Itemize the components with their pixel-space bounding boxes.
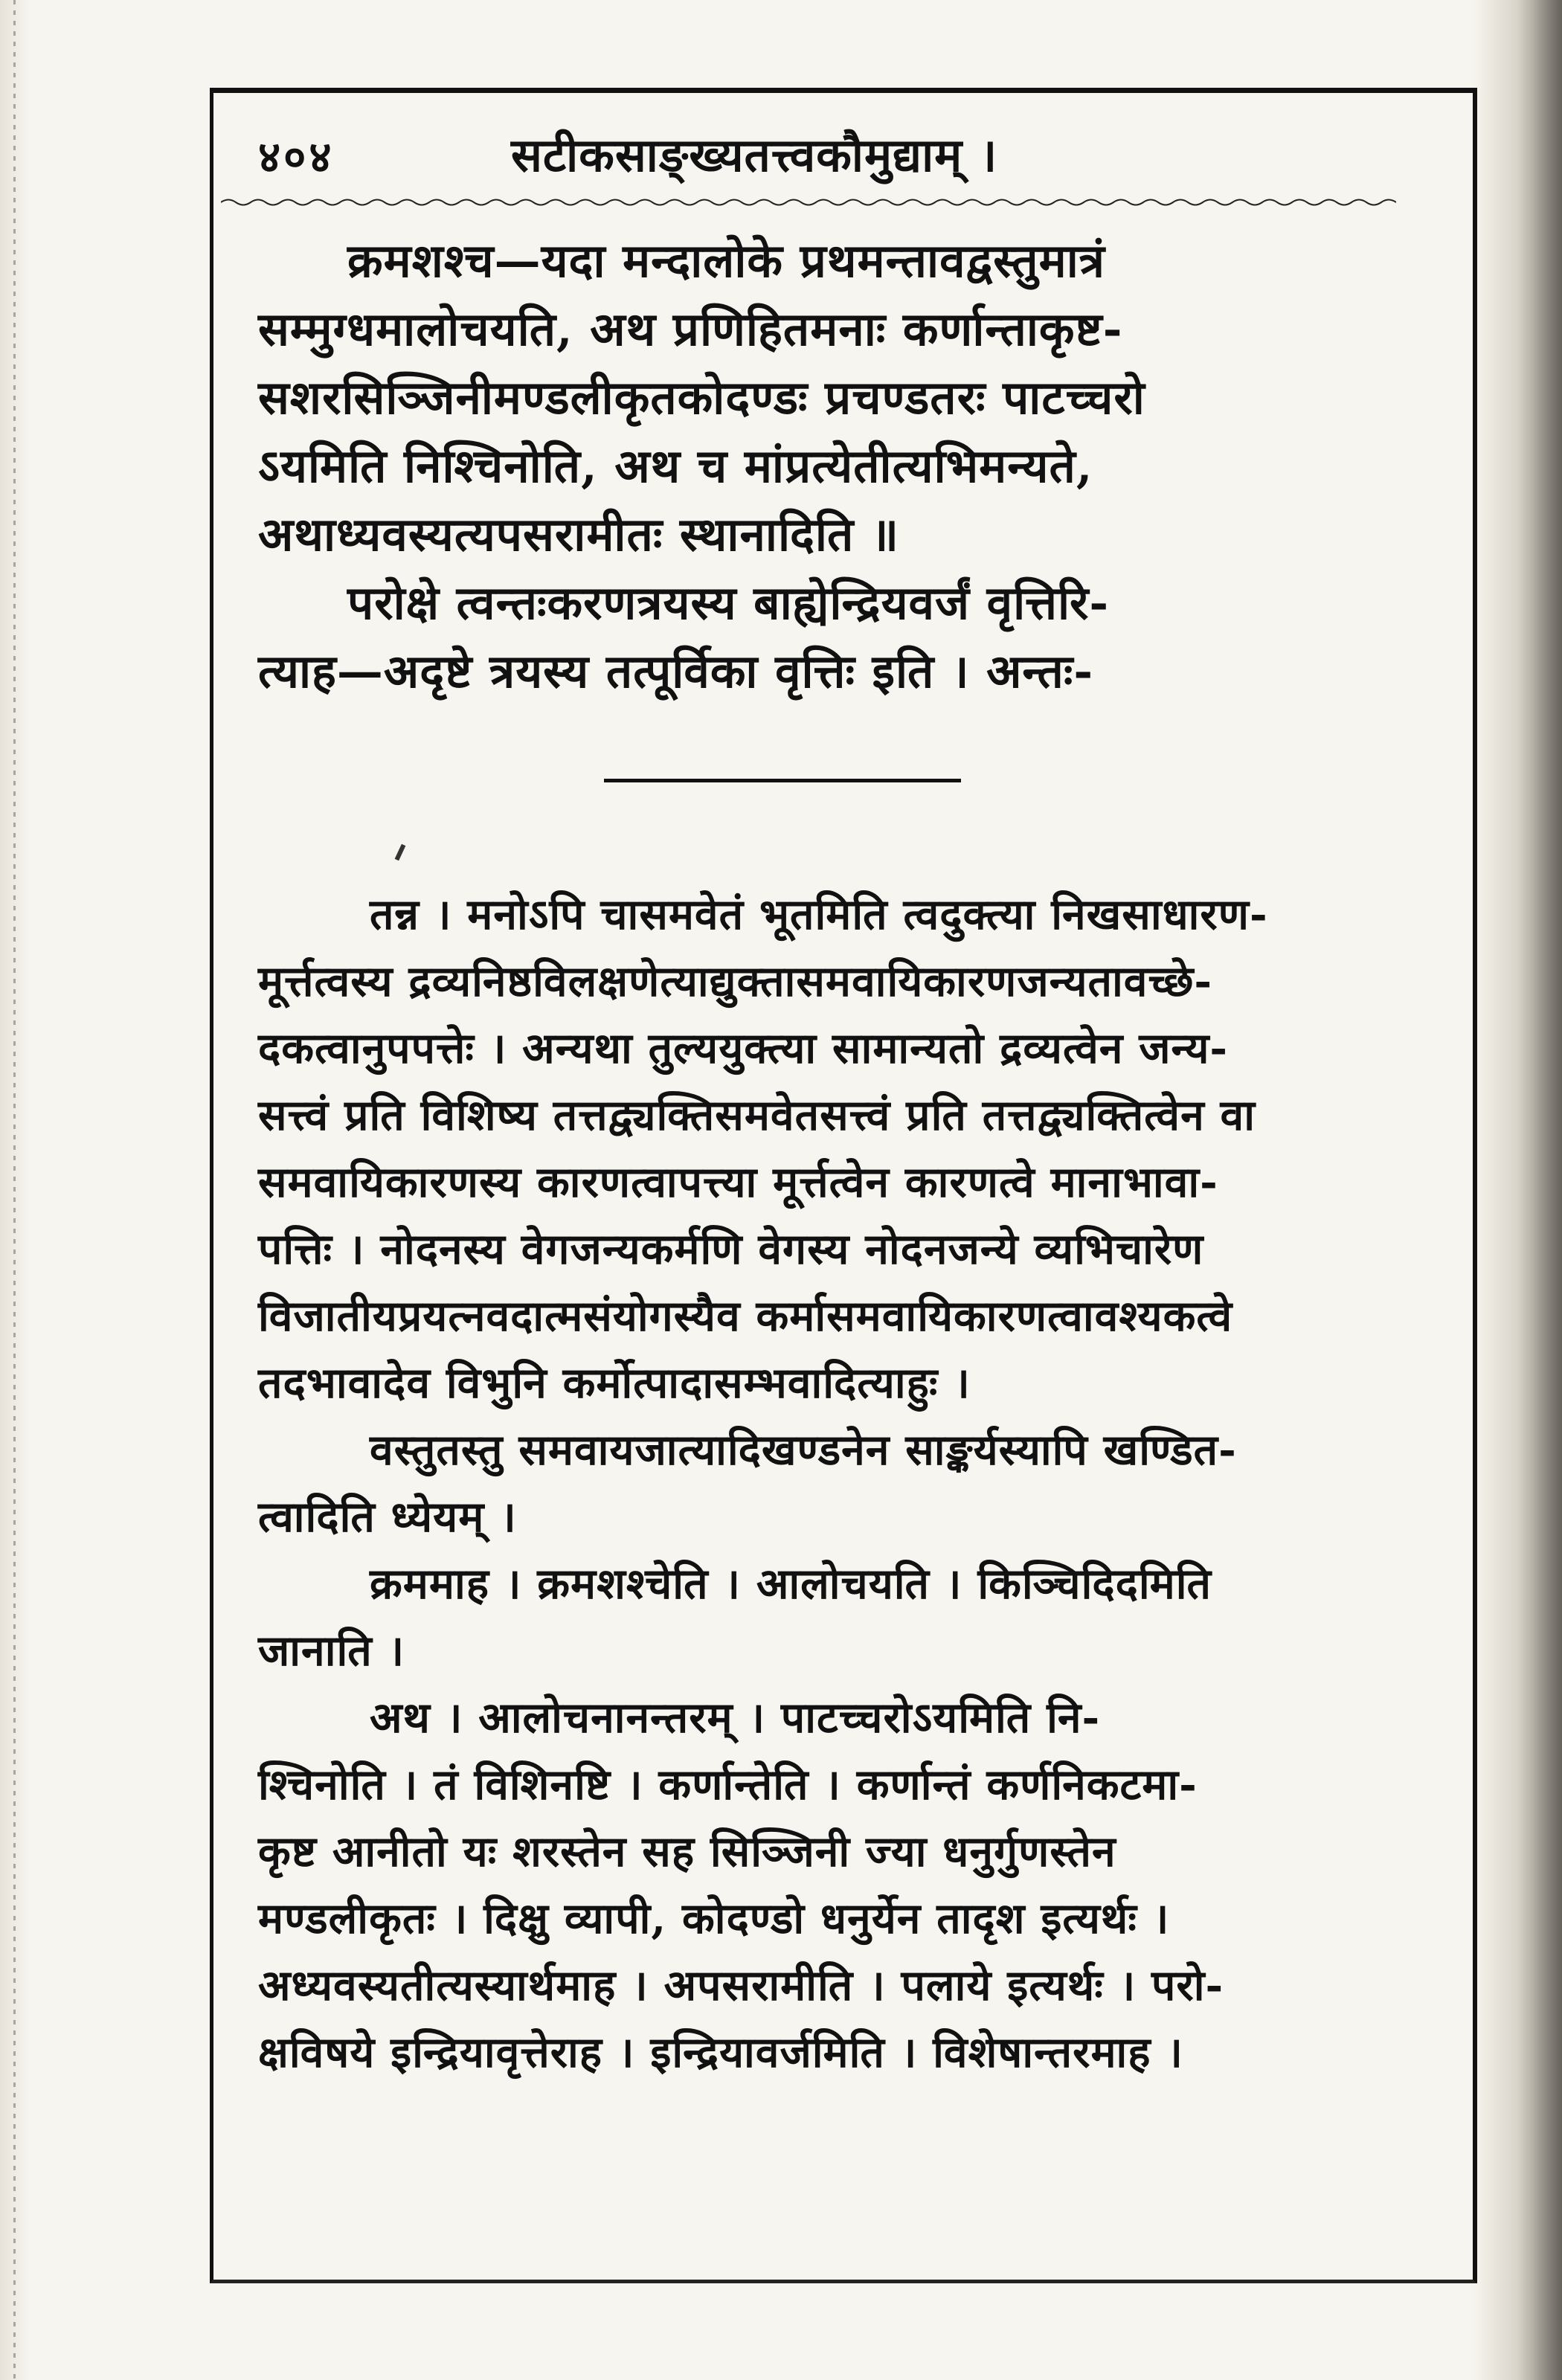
commentary-line: क्षविषये इन्द्रियावृत्तेराह । इन्द्रियावर्जमिति । विशेषान्तरमाह । [258,2027,1184,2077]
commentary-line: वस्तुतस्तु समवायजात्यादिखण्डनेन साङ्कर्यस्यापि खण्डित- [370,1425,1237,1475]
main-line: अथाध्यवस्यत्यपसरामीतः स्थानादिति ॥ [258,507,900,562]
main-line: क्रमशश्च—यदा मन्दालोके प्रथमन्तावद्वस्तुमात्रं [347,234,1106,288]
main-line: सम्मुग्धमालोचयति, अथ प्रणिहितमनाः कर्णान्ताकृष्ट- [258,302,1123,356]
page-number: ४०४ [258,132,335,182]
commentary-line: अथ । आलोचनानन्तरम् । पाटच्चरोऽयमिति नि- [370,1693,1101,1743]
commentary-line: सत्त्वं प्रति विशिष्य तत्तद्व्यक्तिसमवेतसत्त्वं प्रति तत्तद्व्यक्तित्वेन वा [258,1090,1256,1140]
commentary-line: दकत्वानुपपत्तेः । अन्यथा तुल्ययुक्त्या सामान्यतो द्रव्यत्वेन जन्य- [258,1023,1229,1073]
commentary-line: पत्तिः । नोदनस्य वेगजन्यकर्मणि वेगस्य नोदनजन्ये व्यभिचारेण [258,1224,1204,1274]
commentary-block [258,881,1433,2086]
main-line: परोक्षे त्वन्तःकरणत्रयस्य बाह्येन्द्रियवर्जं वृत्तिरि- [347,576,1110,630]
commentary-line: मूर्त्तत्वस्य द्रव्यनिष्ठविलक्षणेत्याद्युक्तासमवायिकारणजन्यतावच्छे- [258,956,1213,1006]
binding-edge [13,0,16,2380]
commentary-line: विजातीयप्रयत्नवदात्मसंयोगस्यैव कर्मासमवायिकारणत्वावश्यकत्वे [258,1291,1233,1341]
commentary-line: त्वादिति ध्येयम् । [258,1492,517,1542]
stray-mark [395,844,406,861]
page-header [251,109,1426,191]
commentary-line: तन्न । मनोऽपि चासमवेतं भूतमिति त्वदुक्त्या निखसाधारण- [370,890,1268,939]
running-title: सटीकसाङ्ख्यतत्त्वकौमुद्याम् । [511,128,998,182]
commentary-line: क्रममाह । क्रमशश्चेति । आलोचयति । किञ्चिदिदमिति [370,1559,1212,1609]
main-line: सशरसिञ्जिनीमण्डलीकृतकोदण्डः प्रचण्डतरः पाटच्चरो [258,370,1145,425]
commentary-line: श्चिनोति । तं विशिनष्टि । कर्णान्तेति । कर्णान्तं कर्णनिकटमा- [258,1760,1198,1810]
section-divider [604,779,961,782]
commentary-line: तदभावादेव विभुनि कर्मोत्पादासम्भवादित्याहुः । [258,1358,971,1408]
commentary-line: जानाति । [258,1626,405,1676]
page-shadow [1517,0,1562,2380]
commentary-line: मण्डलीकृतः । दिक्षु व्यापी, कोदण्डो धनुर्येन तादृश इत्यर्थः । [258,1894,1170,1943]
main-text-block [258,227,1433,706]
main-line: ऽयमिति निश्चिनोति, अथ च मांप्रत्येतीत्यभिमन्यते, [258,439,1093,493]
page-frame [210,88,1477,2283]
commentary-line: अध्यवस्यतीत्यस्यार्थमाह । अपसरामीति । पलाये इत्यर्थः । परो- [258,1961,1224,2010]
commentary-line: समवायिकारणस्य कारणत्वापत्त्या मूर्त्तत्वेन कारणत्वे मानाभावा- [258,1157,1218,1207]
main-line: त्याह—अदृष्टे त्रयस्य तत्पूर्विका वृत्तिः इति । अन्तः- [258,644,1094,698]
wavy-header-rule [221,196,1396,209]
commentary-line: कृष्ट आनीतो यः शरस्तेन सह सिञ्जिनी ज्या धनुर्गुणस्तेन [258,1827,1116,1876]
